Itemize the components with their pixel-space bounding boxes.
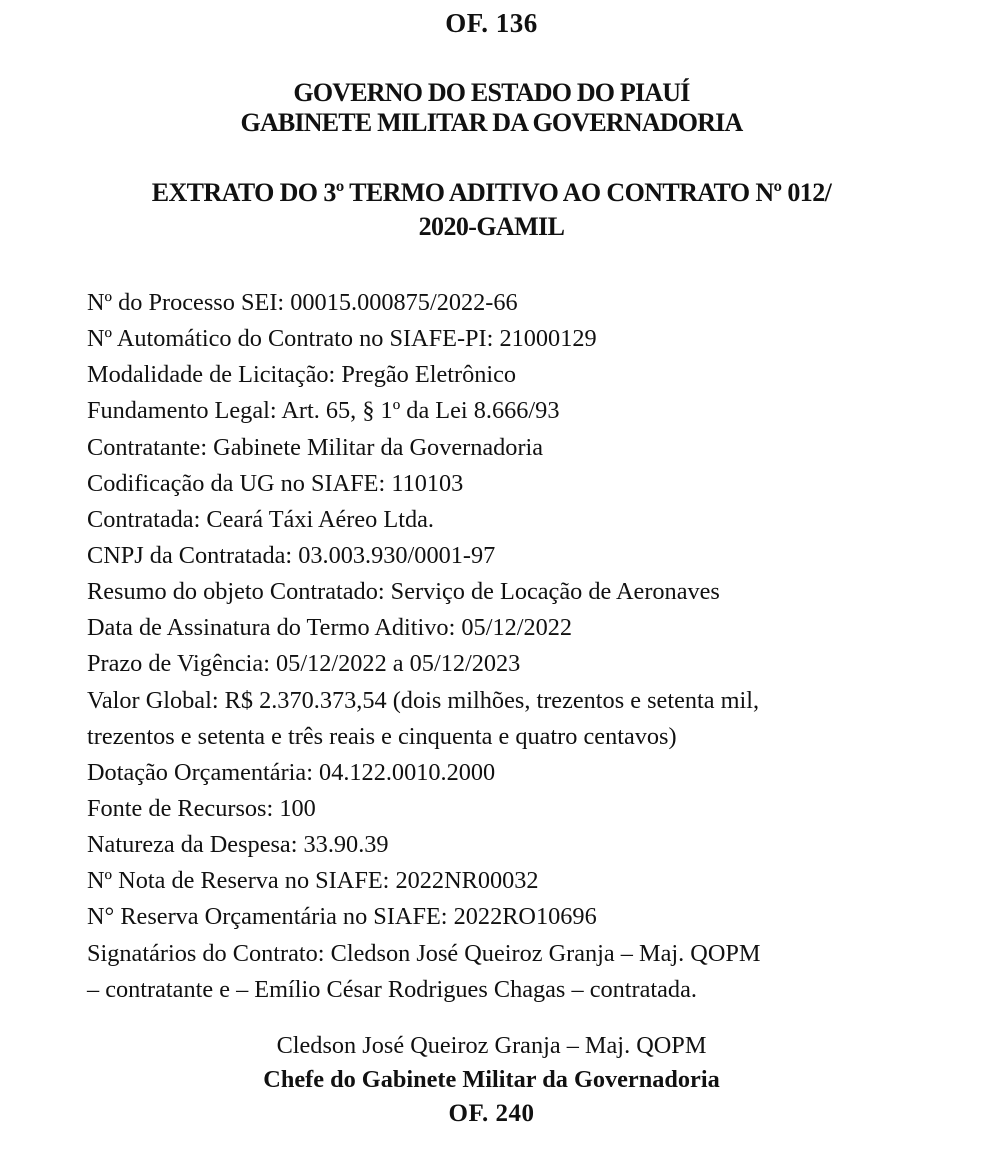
detail-budget-reserve: N° Reserva Orçamentária no SIAFE: 2022RO10696 [87,903,597,931]
issuer-header [0,78,983,138]
detail-expense-nature: Natureza da Despesa: 33.90.39 [87,831,389,859]
detail-process-sei: Nº do Processo SEI: 00015.000875/2022-66 [87,289,518,316]
signer-role: Chefe do Gabinete Militar da Governadoria [263,1066,720,1093]
detail-signatories: Signatários do Contrato: Cledson José Queiroz Granja – Maj. QOPM [87,939,761,967]
detail-ug-code: Codificação da UG no SIAFE: 110103 [87,469,464,497]
detail-cnpj: CNPJ da Contratada: 03.003.930/0001-97 [87,541,496,569]
header-line-cabinet: GABINETE MILITAR DA GOVERNADORIA [240,108,743,137]
signer-name: Cledson José Queiroz Granja – Maj. QOPM [276,1032,707,1059]
detail-signatories-continued: – contratante e – Emílio César Rodrigues Chagas – contratada. [87,975,697,1003]
detail-reserve-note: Nº Nota de Reserva no SIAFE: 2022NR00032 [87,867,539,895]
detail-legal-basis: Fundamento Legal: Art. 65, § 1º da Lei 8.666/93 [87,397,560,425]
detail-object-summary: Resumo do objeto Contratado: Serviço de Locação de Aeronaves [87,578,720,606]
detail-validity-period: Prazo de Vigência: 05/12/2022 a 05/12/2023 [87,650,521,678]
detail-resource-source: Fonte de Recursos: 100 [87,794,316,822]
detail-global-value-words: trezentos e setenta e três reais e cinquenta e quatro centavos) [87,722,677,750]
office-number-bottom: OF. 240 [448,1100,535,1127]
header-line-state: GOVERNO DO ESTADO DO PIAUÍ [293,78,690,107]
title-line-1: EXTRATO DO 3º TERMO ADITIVO AO CONTRATO Nº 012/ [151,178,832,207]
detail-contract-number: Nº Automático do Contrato no SIAFE-PI: 21000129 [87,325,597,353]
detail-global-value: Valor Global: R$ 2.370.373,54 (dois milhões, trezentos e setenta mil, [87,686,760,714]
title-line-2: 2020-GAMIL [418,212,565,241]
signature-block [0,1029,983,1131]
detail-bidding-modality: Modalidade de Licitação: Pregão Eletrônico [87,361,517,389]
detail-budget-allocation: Dotação Orçamentária: 04.122.0010.2000 [87,758,496,786]
detail-contracted-party: Contratada: Ceará Táxi Aéreo Ltda. [87,505,434,533]
detail-contracting-party: Contratante: Gabinete Militar da Governadoria [87,433,544,461]
office-number-top: OF. 136 [445,8,538,38]
contract-details [87,285,967,1008]
detail-signature-date: Data de Assinatura do Termo Aditivo: 05/12/2022 [87,614,573,642]
document-title [0,176,983,244]
